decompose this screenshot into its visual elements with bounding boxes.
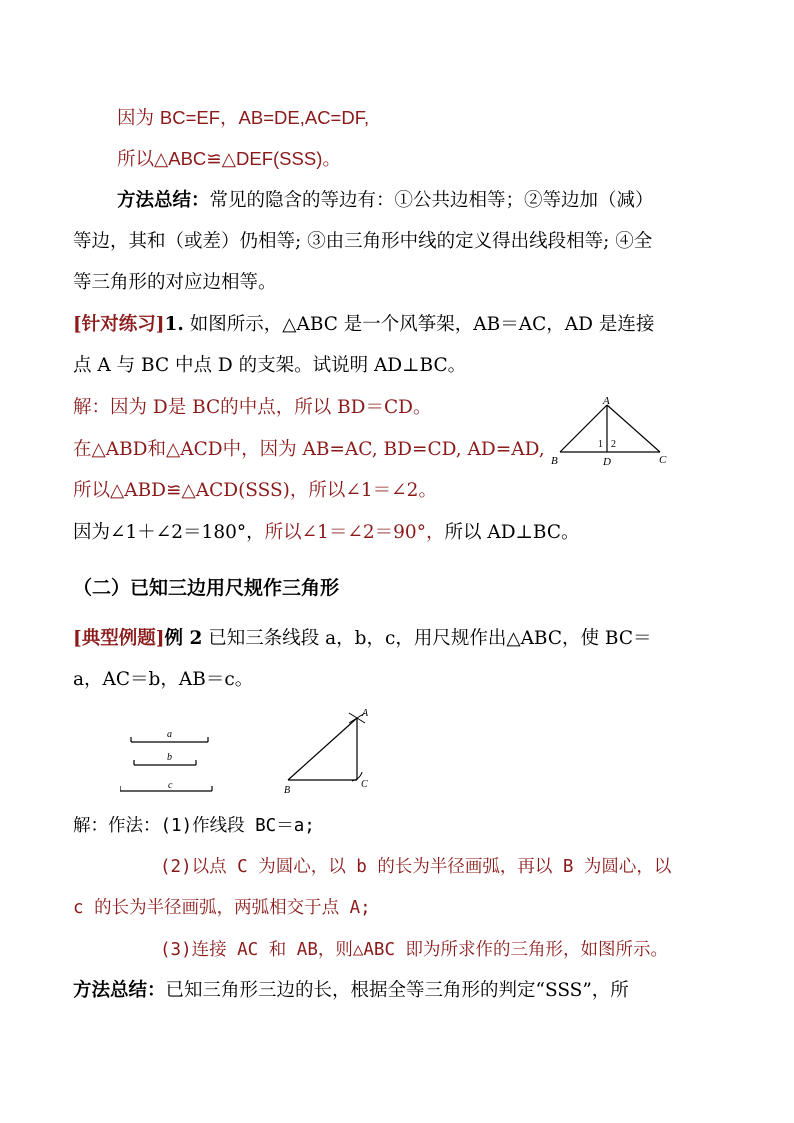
kite-label-c: C	[659, 454, 667, 466]
solution-1-line-2: 在△ABD和△ACD中，因为 AB=AC, BD=CD, AD=AD,	[73, 439, 545, 460]
construction-label-a: A	[362, 708, 369, 719]
segment-label-c: c	[168, 780, 173, 791]
construction-step-1: 解：作法：(1)作线段 BC＝a;	[73, 816, 315, 836]
proof-line-1	[117, 104, 369, 133]
exercise-1-line-1: [针对练习]1. 如图所示，△ABC 是一个风筝架，AB＝AC，AD 是连接	[73, 314, 655, 335]
kite-label-d: D	[603, 456, 611, 468]
construction-step-2-line-2: c 的长为半径画弧，两弧相交于点 A;	[73, 898, 371, 918]
method-summary-1-line-3: 等三角形的对应边相等。	[73, 272, 277, 293]
example-2-line-2: a，AC＝b，AB＝c。	[73, 669, 254, 690]
method-summary-label: 方法总结：	[117, 190, 210, 211]
segment-label-a: a	[167, 729, 172, 740]
example-tag: [典型例题]	[73, 628, 165, 649]
kite-angle-1: 1	[598, 439, 603, 450]
kite-label-b: B	[551, 455, 558, 467]
proof-prefix: 因为	[117, 108, 160, 129]
solution-1-line-1: 解：因为 D是 BC的中点，所以 BD＝CD。	[73, 397, 432, 418]
solution-1-line-4: 因为∠1＋∠2＝180°，所以∠1＝∠2＝90°，所以 AD⊥BC。	[73, 522, 580, 543]
proof-equalities: BC=EF，AB=DE,AC=DF,	[159, 107, 370, 128]
kite-diagram	[545, 390, 675, 470]
proof-line-2: 所以△ABC≌△DEF(SSS)。	[117, 148, 341, 170]
section-heading: （二）已知三边用尺规作三角形	[73, 577, 340, 599]
method-summary-1-line-2: 等边，其和（或差）仍相等; ③由三角形中线的定义得出线段相等; ④全	[73, 231, 653, 252]
construction-label-b: B	[284, 785, 291, 796]
method-summary-2: 方法总结：已知三角形三边的长，根据全等三角形的判定“SSS”，所	[73, 980, 629, 1001]
kite-angle-2: 2	[611, 439, 616, 450]
segment-label-b: b	[167, 752, 172, 763]
example-2-line-1: [典型例题]例 2 已知三条线段 a，b，c，用尺规作出△ABC，使 BC＝	[73, 628, 652, 649]
segments-diagram	[120, 720, 220, 800]
solution-1-line-3: 所以△ABD≌△ACD(SSS)，所以∠1＝∠2。	[73, 480, 437, 501]
construction-label-c: C	[361, 779, 368, 790]
example-label: 例 2	[164, 628, 203, 649]
method-summary-2-label: 方法总结：	[73, 980, 166, 1001]
exercise-number: 1.	[164, 314, 184, 335]
proof-conclusion-prefix: 所以	[117, 149, 155, 170]
construction-diagram	[280, 700, 380, 800]
exercise-1-line-2: 点 A 与 BC 中点 D 的支架。试说明 AD⊥BC。	[73, 355, 467, 376]
proof-conclusion: △ABC≌△DEF(SSS)	[154, 148, 323, 169]
construction-step-3: (3)连接 AC 和 AB，则△ABC 即为所求作的三角形，如图所示。	[160, 940, 669, 960]
construction-step-2-line-1: (2)以点 C 为圆心，以 b 的长为半径画弧，再以 B 为圆心，以	[160, 857, 672, 877]
kite-label-a: A	[603, 395, 610, 407]
exercise-tag: [针对练习]	[73, 314, 165, 335]
method-summary-1-line-1: 方法总结：常见的隐含的等边有：①公共边相等；②等边加（减）	[117, 190, 654, 211]
